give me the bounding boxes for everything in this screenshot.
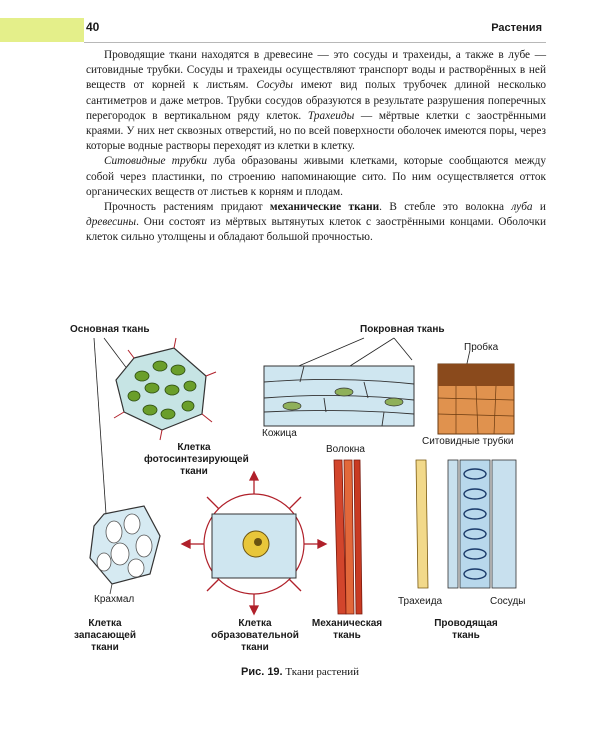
text-run: луба образованы живыми клетками, которые сообщаются между собой через пластинки, по строению напоминающие сито. По ним осуществляется отток органических веществ от листьев к корням и плодам.	[86, 155, 546, 198]
label-basic-tissue: Основная ткань	[70, 324, 150, 335]
term-sieve-tubes: Ситовидные трубки	[104, 155, 208, 168]
term-wood: древесины	[86, 216, 137, 229]
body-text	[86, 48, 546, 246]
text-run: — мёртвые клетки с заострёнными краями. У них нет сквозных отверстий, но по всей поверхности оболочек имеются поры, через которые водные растворы переходят из клетки в клетку.	[86, 109, 546, 153]
text-run: Проводящие ткани находятся в древесине — это сосуды и трахеиды, а также в лубе — ситовидные трубки. Сосуды и трахеиды осуществляют транспорт воды и растворённых в ней веществ от корней к листьям.	[86, 49, 546, 92]
conducting-tissue	[416, 460, 516, 588]
label-starch: Крахмал	[94, 594, 135, 605]
label-mechanical-tissue: Механическая ткань	[311, 618, 383, 641]
cork-tissue	[438, 364, 514, 434]
mechanical-fibers	[334, 460, 362, 614]
text-run: . Они состоят из мёртвых вытянутых клеток с заострёнными концами. Оболочки клеток сильно утолщены и обладают большой прочностью.	[86, 216, 546, 244]
label-storage-cell: Клетка запасающей ткани	[74, 618, 136, 653]
paragraph-mechanical	[86, 200, 546, 246]
photosynthetic-cell	[114, 338, 216, 440]
term-mechanical-tissue: механические ткани	[269, 201, 380, 214]
storage-cell	[90, 506, 160, 594]
header-divider	[84, 42, 546, 43]
label-conducting-tissue: Проводящая ткань	[434, 618, 498, 641]
text-run: и	[532, 201, 546, 214]
skin-epidermis	[264, 366, 414, 426]
caption-number: Рис. 19.	[240, 666, 283, 678]
paragraph-sieve-tubes	[86, 154, 546, 200]
term-tracheids: Трахеиды	[307, 109, 355, 122]
label-photosynthetic-cell: Клетка фотосинтезирующей ткани	[144, 442, 249, 477]
label-cover-tissue: Покровная ткань	[360, 324, 445, 335]
figure-plant-tissues	[64, 318, 544, 663]
page-header	[0, 0, 600, 44]
caption-title: Ткани растений	[285, 666, 360, 678]
paragraph-conducting	[86, 48, 546, 154]
label-cork: Пробка	[464, 342, 499, 353]
label-skin: Кожица	[262, 428, 297, 439]
figure-drawing	[64, 318, 544, 663]
section-title: Растения	[491, 22, 542, 34]
figure-caption	[0, 666, 600, 678]
term-bast: луба	[511, 201, 533, 214]
text-run: имеют вид полых трубочек длиной несколько сантиметров и даже метров. Трубки сосудов образуются в результате разрушения поперечных перегородок в вертикальном ряду клеток.	[86, 79, 546, 122]
label-meristem-cell: Клетка образовательной ткани	[211, 618, 299, 653]
label-fibers: Волокна	[326, 444, 365, 455]
header-color-band	[0, 18, 84, 42]
page-number: 40	[86, 20, 100, 34]
label-vessels: Сосуды	[490, 596, 526, 607]
label-tracheid: Трахеида	[398, 596, 443, 607]
meristem-cell	[182, 472, 326, 614]
text-run: . В стебле это волокна	[379, 201, 512, 214]
text-run: Прочность растениям придают	[104, 201, 270, 214]
label-sieve-tubes: Ситовидные трубки	[422, 436, 514, 447]
term-vessels: Сосуды	[256, 79, 293, 92]
